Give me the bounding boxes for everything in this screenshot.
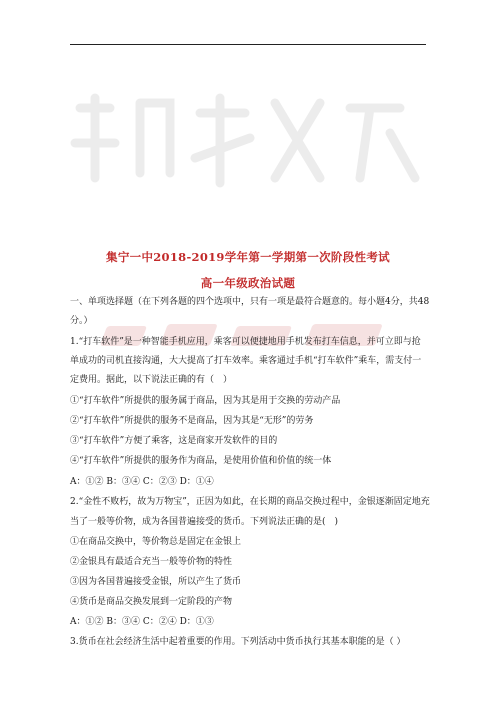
question-2-stem-end: 当了一般等价物，成为各国普遍接受的货币。下列说法正确的是( ) [70, 517, 339, 527]
question-2-choices: A：①② B：③④ C：②④ D：①③ [70, 617, 214, 627]
question-3-stem: 3.货币在社会经济生活中起着重要的作用。下列活动中货币执行其基本职能的是（ ） [70, 637, 406, 647]
question-2-option: ①在商品交换中，等价物总是固定在金银上 [70, 537, 242, 547]
question-1-stem: 1.“打车软件”是一种智能手机应用，乘客可以便捷地用手机发布打车信息，并可立即与抢 [70, 337, 421, 347]
question-1-option: ①“打车软件”所提供的服务属于商品，因为其是用于交换的劳动产品 [70, 396, 341, 406]
question-2-option: ③因为各国普遍接受金银，所以产生了货币 [70, 577, 242, 587]
question-2-option: ②金银具有最适合充当一般等价物的特性 [70, 557, 233, 567]
question-1-option: ④“打车软件”所提供的服务作为商品，是使用价值和价值的统一体 [70, 456, 332, 466]
question-1-option: ③“打车软件”方便了乘客，这是商家开发软件的目的 [70, 436, 278, 446]
exam-subtitle: 高一年级政治试题 [200, 276, 296, 290]
question-2-option: ④货币是商品交换发展到一定阶段的产物 [70, 597, 233, 607]
exam-title: 集宁一中2018-2019学年第一学期第一次阶段性考试 [106, 250, 390, 264]
question-1-stem-end: 定费用。据此，以下说法正确的有（ ） [70, 375, 233, 385]
question-2-stem: 2.“金性不败朽，故为万物宝”，正因为如此，在长期的商品交换过程中，金银逐渐固定地充 [70, 497, 430, 507]
question-1-stem-cont: 单成功的司机直接沟通，大大提高了打车效率。乘客通过手机“打车软件”乘车，需支付一 [70, 356, 422, 366]
section-instructions-cont: 分。） [70, 316, 93, 326]
section-instructions: 一、单项选择题（在下列各题的四个选项中，只有一项是最符合题意的。每小题4分，共48 [70, 297, 430, 307]
watermark-graphic [70, 88, 426, 188]
question-1-option: ②“打车软件”所提供的服务不是商品，因为其是“无形”的劳务 [70, 416, 314, 426]
header-rule [70, 44, 426, 45]
question-1-choices: A：①② B：③④ C：②③ D：①④ [70, 477, 214, 487]
